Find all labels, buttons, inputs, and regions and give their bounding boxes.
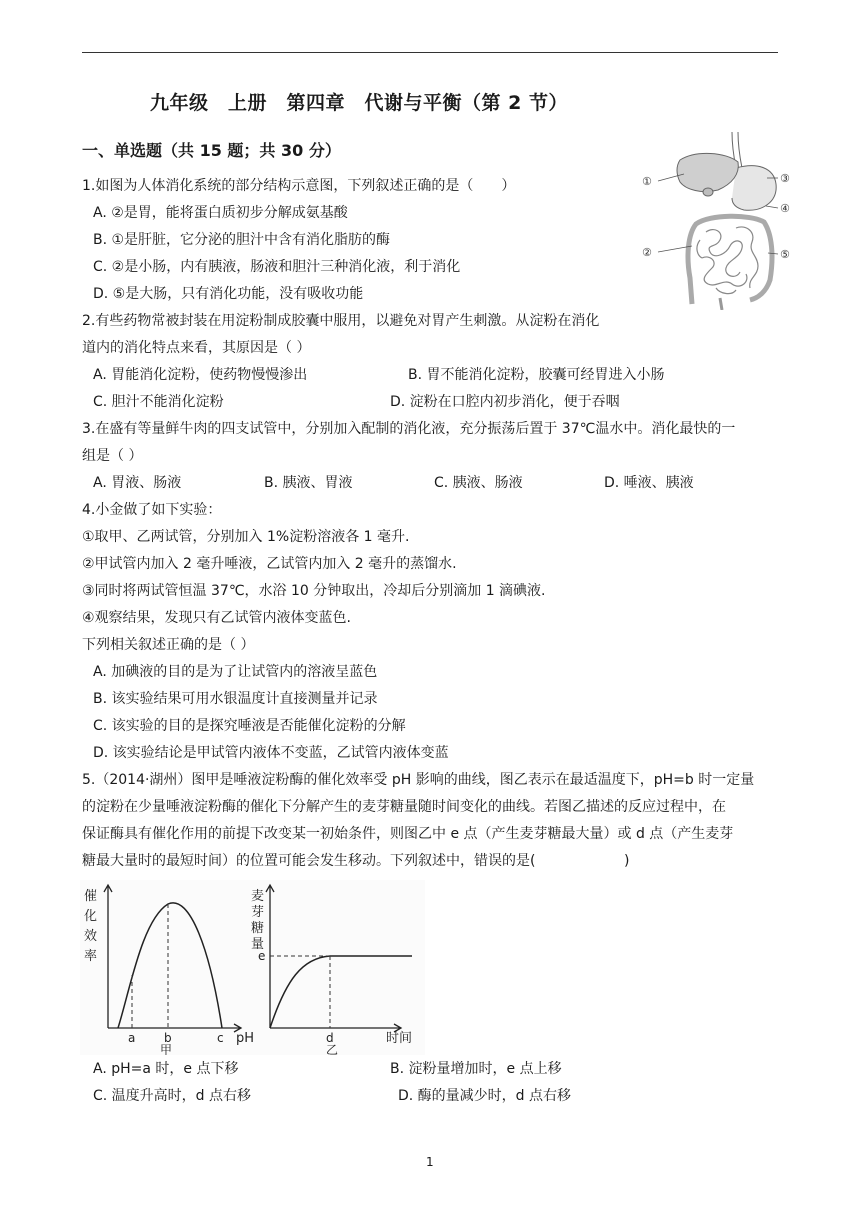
question-4-option-b: B. 该实验结果可用水银温度计直接测量并记录 xyxy=(93,691,378,707)
question-3-stem-line-2: 组是（ ） xyxy=(82,448,143,464)
question-4-option-d: D. 该实验结论是甲试管内液体不变蓝，乙试管内液体变蓝 xyxy=(93,745,449,761)
question-4-step-4: ④观察结果，发现只有乙试管内液体变蓝色. xyxy=(82,610,351,626)
question-2-option-c: C. 胆汁不能消化淀粉 xyxy=(93,394,224,410)
graph-jia-ylabel-char-2: 化 xyxy=(84,909,98,924)
digestive-system-figure xyxy=(640,128,800,310)
question-2-option-a: A. 胃能消化淀粉，使药物慢慢渗出 xyxy=(93,367,308,383)
figure-label-3: ③ xyxy=(780,172,790,185)
question-3-option-d: D. 唾液、胰液 xyxy=(604,475,694,491)
question-5-stem-line-4: 糖最大量时的最短时间）的位置可能会发生移动。下列叙述中，错误的是( xyxy=(82,853,536,869)
question-1-option-d: D. ⑤是大肠，只有消化功能，没有吸收功能 xyxy=(93,286,364,302)
graph-yi-caption: 乙 xyxy=(326,1043,339,1055)
graph-jia-ylabel-char-3: 效 xyxy=(84,929,98,944)
figure-label-5: ⑤ xyxy=(780,248,790,261)
question-4-step-2: ②甲试管内加入 2 毫升唾液，乙试管内加入 2 毫升的蒸馏水. xyxy=(82,556,457,572)
question-3-option-a: A. 胃液、肠液 xyxy=(93,475,182,491)
figure-label-2: ② xyxy=(642,246,652,259)
graph-yi-e-label: e xyxy=(258,949,266,963)
graph-yi-ylabel-char-4: 量 xyxy=(251,937,265,952)
graph-jia-xlabel: pH xyxy=(236,1031,255,1046)
question-5-stem-line-1: 5.（2014·湖州）图甲是唾液淀粉酶的催化效率受 pH 影响的曲线，图乙表示在最适温度下，pH=b 时一定量 xyxy=(82,772,755,788)
figure-label-4: ④ xyxy=(780,202,790,215)
question-2-stem-line-1: 2.有些药物常被封装在用淀粉制成胶囊中服用，以避免对胃产生刺激。从淀粉在消化 xyxy=(82,313,600,329)
question-1-option-a: A. ②是胃，能将蛋白质初步分解成氨基酸 xyxy=(93,205,348,221)
figure-label-1: ① xyxy=(642,175,652,188)
question-1-stem: 1.如图为人体消化系统的部分结构示意图，下列叙述正确的是（ ） xyxy=(82,178,516,194)
graph-yi-ylabel-char-1: 麦 xyxy=(251,889,265,904)
question-1-option-b: B. ①是肝脏，它分泌的胆汁中含有消化脂肪的酶 xyxy=(93,232,391,248)
question-2-option-d: D. 淀粉在口腔内初步消化，便于吞咽 xyxy=(390,394,620,410)
header-rule xyxy=(82,52,778,53)
graph-jia-caption: 甲 xyxy=(160,1043,173,1055)
page-number: 1 xyxy=(426,1155,434,1169)
question-4-option-c: C. 该实验的目的是探究唾液是否能催化淀粉的分解 xyxy=(93,718,406,734)
question-4-option-a: A. 加碘液的目的是为了让试管内的溶液呈蓝色 xyxy=(93,664,378,680)
section-heading: 一、单选题（共 15 题；共 30 分） xyxy=(82,141,341,160)
question-4-step-3: ③同时将两试管恒温 37℃，水浴 10 分钟取出，冷却后分别滴加 1 滴碘液. xyxy=(82,583,546,599)
graph-yi-d-label: d xyxy=(326,1031,334,1045)
graph-jia-tick-a: a xyxy=(128,1031,136,1045)
graph-yi-xlabel: 时间 xyxy=(386,1031,413,1046)
question-1-option-c: C. ②是小肠，内有胰液，肠液和胆汁三种消化液，利于消化 xyxy=(93,259,461,275)
graph-jia-ylabel-char-1: 催 xyxy=(84,889,98,904)
question-5-option-b: B. 淀粉量增加时，e 点上移 xyxy=(390,1061,562,1077)
page-title: 九年级 上册 第四章 代谢与平衡（第 2 节） xyxy=(150,92,568,114)
question-3-stem-line-1: 3.在盛有等量鲜牛肉的四支试管中，分别加入配制的消化液，充分振荡后置于 37℃温水中。消化最快的一 xyxy=(82,421,736,437)
graph-yi-ylabel-char-3: 糖 xyxy=(251,921,265,936)
question-3-option-b: B. 胰液、胃液 xyxy=(264,475,353,491)
question-5-option-d: D. 酶的量减少时，d 点右移 xyxy=(398,1088,572,1104)
question-3-option-c: C. 胰液、肠液 xyxy=(434,475,523,491)
question-4-stem: 4.小金做了如下实验： xyxy=(82,502,222,518)
graph-jia-tick-b: b xyxy=(164,1031,172,1045)
question-2-stem-line-2: 道内的消化特点来看，其原因是（ ） xyxy=(82,340,311,356)
graph-jia-tick-c: c xyxy=(217,1031,224,1045)
question-5-stem-line-3: 保证酶具有催化作用的前提下改变某一初始条件，则图乙中 e 点（产生麦芽糖最大量）或 d 点（产生麦芽 xyxy=(82,826,734,842)
question-5-option-c: C. 温度升高时，d 点右移 xyxy=(93,1088,252,1104)
graph-jia-ylabel-char-4: 率 xyxy=(84,949,98,964)
question-5-stem-line-2: 的淀粉在少量唾液淀粉酶的催化下分解产生的麦芽糖量随时间变化的曲线。若图乙描述的反应过程中，在 xyxy=(82,799,726,815)
graph-yi-ylabel-char-2: 芽 xyxy=(251,905,265,920)
question-5-answer-paren-close: ) xyxy=(624,853,630,869)
question-2-option-b: B. 胃不能消化淀粉，胶囊可经胃进入小肠 xyxy=(408,367,665,383)
enzyme-graphs-figure xyxy=(80,880,425,1055)
question-4-prompt: 下列相关叙述正确的是（ ） xyxy=(82,637,255,653)
question-4-step-1: ①取甲、乙两试管，分别加入 1%淀粉溶液各 1 毫升. xyxy=(82,529,410,545)
question-5-option-a: A. pH=a 时，e 点下移 xyxy=(93,1061,239,1077)
